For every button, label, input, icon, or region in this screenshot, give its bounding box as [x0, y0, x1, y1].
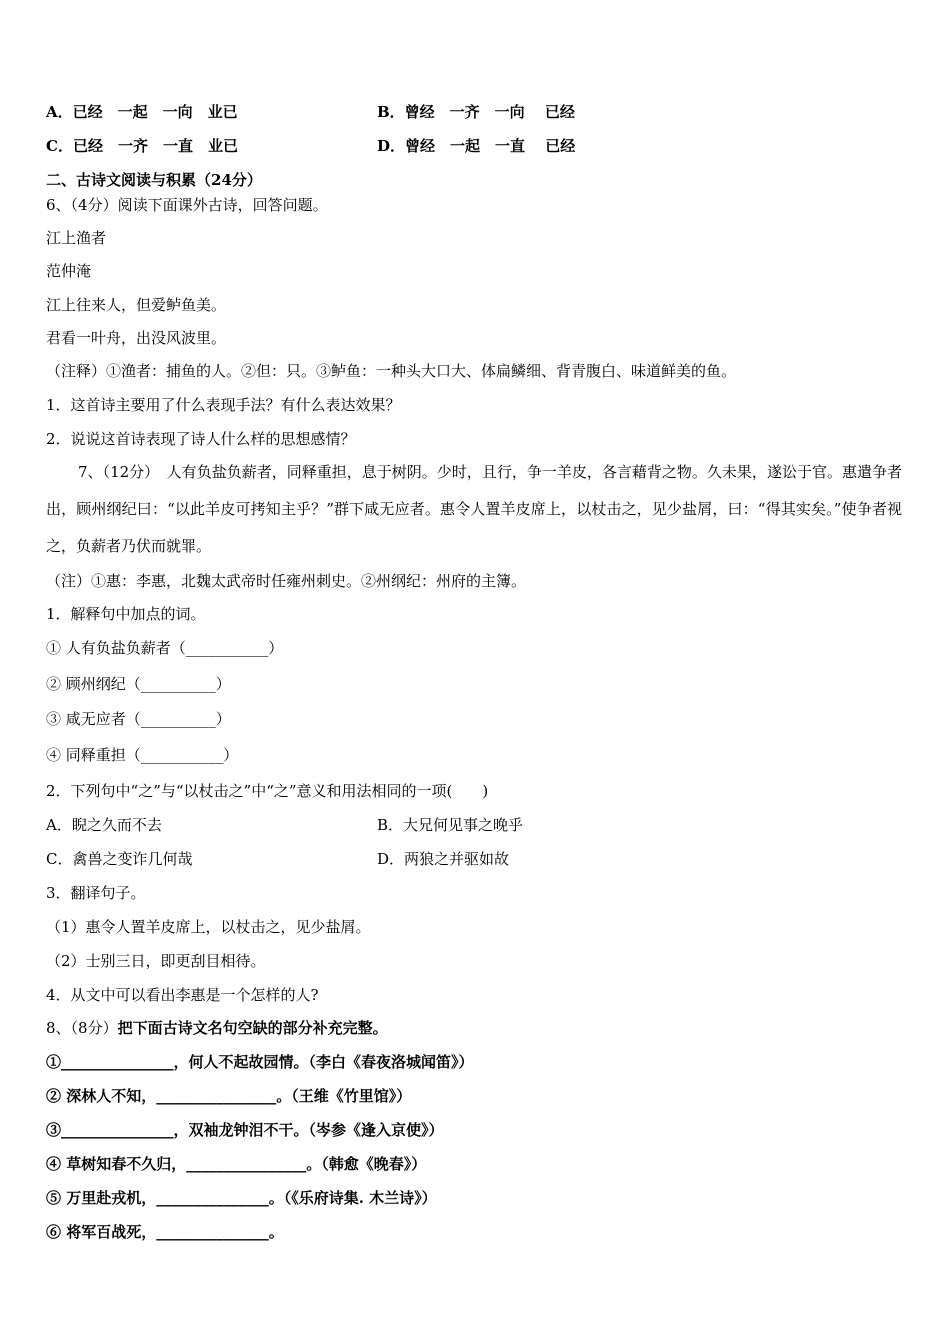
q7-choice-a: A．睨之久而不去	[46, 816, 162, 834]
q8-stem-prefix: 8、（8分）	[46, 1019, 118, 1037]
q7-sub-question-3: 3．翻译句子。	[46, 884, 146, 902]
q7-word-1: ① 人有负盐负薪者（___________）	[46, 639, 284, 657]
q5-option-c: C．已经 一齐 一直 业已	[46, 137, 238, 155]
poem-line-2: 君看一叶舟，出没风波里。	[46, 329, 227, 347]
q7-note: （注）①惠：李惠，北魏太武帝时任雍州刺史。②州纲纪：州府的主簿。	[46, 572, 527, 590]
q8-stem	[46, 1018, 388, 1038]
section-heading: 二、古诗文阅读与积累（24分）	[46, 171, 262, 189]
q8-item-5: ⑤ 万里赴戎机，_______________。（《乐府诗集. 木兰诗》）	[46, 1189, 437, 1207]
q8-item-1: ①_______________，何人不起故园情。（李白《春夜洛城闻笛》）	[46, 1053, 474, 1071]
q5-option-d: D．曾经 一起 一直 已经	[377, 137, 576, 155]
q8-item-4: ④ 草树知春不久归，________________。（韩愈《晚春》）	[46, 1155, 427, 1173]
q7-sub-question-4: 4．从文中可以看出李惠是一个怎样的人?	[46, 986, 319, 1004]
q5-option-b: B．曾经 一齐 一向 已经	[377, 103, 575, 121]
q6-stem: 6、（4分）阅读下面课外古诗，回答问题。	[46, 196, 328, 214]
q7-choice-c: C．禽兽之变诈几何哉	[46, 850, 193, 868]
q7-sub-question-2: 2．下列句中“之”与“以杖击之”中“之”意义和用法相同的一项( )	[46, 782, 489, 800]
q5-option-a: A．已经 一起 一向 业已	[46, 103, 238, 121]
q7-passage: 7、（12分） 人有负盐负薪者，同释重担，息于树阴。少时，且行，争一羊皮，各言藉背之物。久未果，遂讼于官。惠遣争者出，顾州纲纪曰：“以此羊皮可拷知主乎？”群下咸无应者。惠令人置羊皮席上，以杖击之，见少盐屑，曰：“得其实矣。”使争者视之，负薪者乃伏而就罪。	[46, 463, 902, 555]
q7-choice-d: D．两狼之并驱如故	[377, 850, 510, 868]
poem-title: 江上渔者	[46, 229, 107, 247]
q6-sub-question-1: 1．这首诗主要用了什么表现手法？有什么表达效果？	[46, 396, 401, 414]
q7-translate-2: （2）士别三日，即更刮目相待。	[46, 952, 266, 970]
q7-word-2: ② 顾州纲纪（__________）	[46, 675, 231, 693]
q6-sub-question-2: 2．说说这首诗表现了诗人什么样的思想感情？	[46, 430, 356, 448]
poem-line-1: 江上往来人，但爱鲈鱼美。	[46, 296, 227, 314]
q7-choices-row-2	[46, 849, 906, 869]
q8-stem-text: 把下面古诗文名句空缺的部分补充完整。	[117, 1019, 388, 1037]
q7-sub-question-1: 1．解释句中加点的词。	[46, 605, 206, 623]
q6-note: （注释）①渔者：捕鱼的人。②但：只。③鲈鱼：一种头大口大、体扁鳞细、背青腹白、味道鲜美的鱼。	[46, 362, 737, 380]
q7-word-4: ④ 同释重担（___________）	[46, 746, 239, 764]
q7-word-3: ③ 咸无应者（__________）	[46, 710, 231, 728]
poem-author: 范仲淹	[46, 262, 92, 280]
q7-choice-b: B．大兄何见事之晚乎	[377, 816, 524, 834]
q8-item-3: ③_______________，双袖龙钟泪不干。（岑参《逢入京使》）	[46, 1121, 444, 1139]
q7-choices-row-1	[46, 815, 906, 835]
q8-item-6: ⑥ 将军百战死，_______________。	[46, 1223, 284, 1241]
q5-options-row-1	[46, 102, 906, 122]
q5-options-row-2	[46, 136, 906, 156]
q7-translate-1: （1）惠令人置羊皮席上，以杖击之，见少盐屑。	[46, 918, 371, 936]
q8-item-2: ② 深林人不知，________________。（王维《竹里馆》）	[46, 1087, 412, 1105]
